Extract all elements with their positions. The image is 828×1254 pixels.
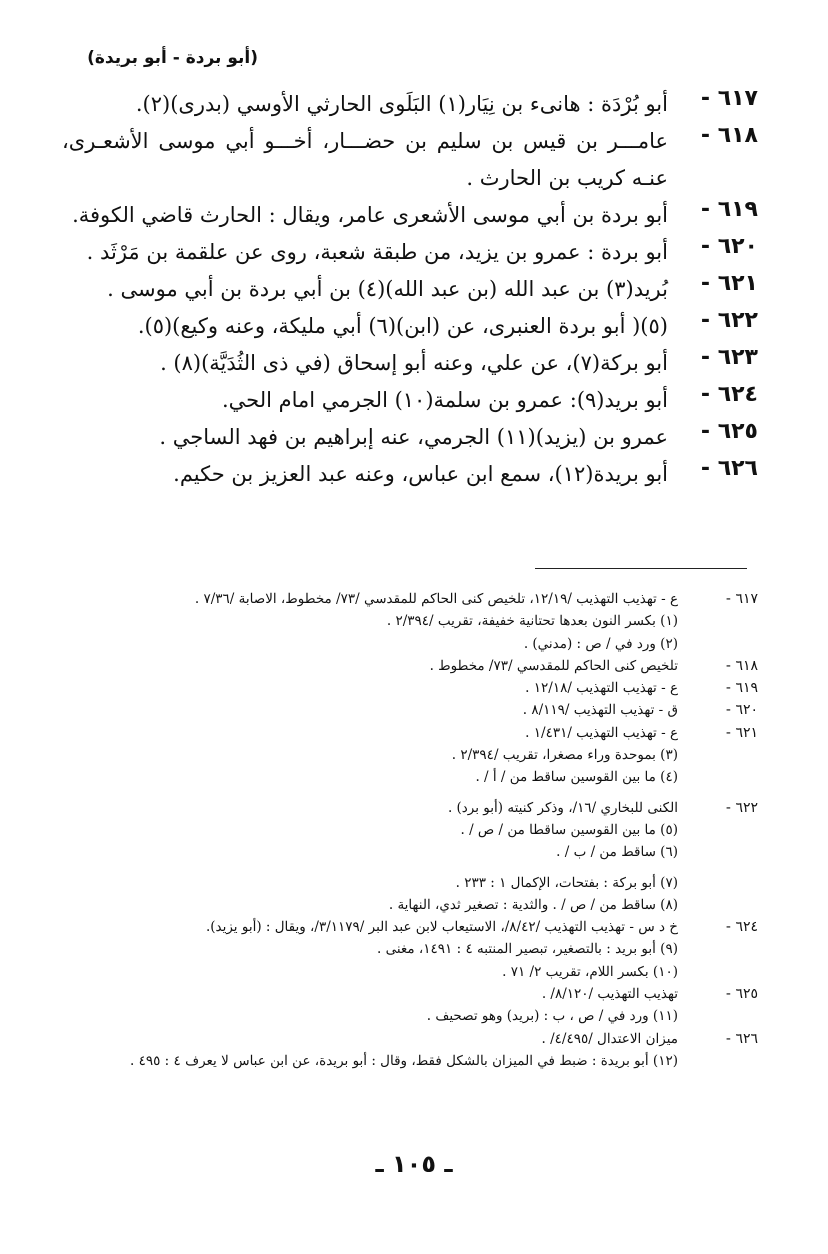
footnote-text: (١) بكسر النون بعدها تحتانية خفيفة، تقريب /٢/٣٩٤ . [386, 613, 678, 630]
footnote-text: ق - تهذيب التهذيب /٨/١١٩ . [522, 702, 678, 719]
entry-number: ٦٢٠ - [700, 234, 758, 259]
entry-text: أبو بريد(٩): عمرو بن سلمة(١٠) الجرمي امام الحي. [221, 388, 668, 412]
entry-text: (٥)( أبو بردة العنبرى، عن (ابن)(٦) أبي مليكة، وعنه وكيع)(٥). [137, 314, 668, 338]
footnote-number: ٦٢٦ - [725, 1030, 758, 1047]
entry-617 [58, 86, 758, 123]
entry-number: ٦٢٤ - [700, 382, 758, 407]
footnote [38, 983, 758, 1005]
entry-619 [58, 197, 758, 234]
footnote [38, 872, 758, 894]
running-head: (أبو بردة - أبو بريدة) [87, 48, 258, 68]
entry-text: أبو بردة : عمرو بن يزيد، من طبقة شعبة، روى عن علقمة بن مَرْثَد . [86, 240, 668, 264]
footnote [38, 819, 758, 841]
footnote [38, 938, 758, 960]
entry-text: بُريد(٣) بن عبد الله (بن عبد الله)(٤) بن أبي بردة بن أبي موسى . [107, 277, 668, 301]
entry-number: ٦٢٥ - [700, 419, 758, 444]
footnote [38, 766, 758, 788]
entries-list [58, 86, 758, 493]
footnote-text: (٩) أبو بريد : بالتصغير، تبصير المنتبه ٤ : ١٤٩١، مغنى . [376, 941, 678, 958]
footnote [38, 894, 758, 916]
footnote [38, 841, 758, 863]
footnote-number: ٦٢٤ - [725, 919, 758, 936]
footnote-text: (٥) ما بين القوسين ساقطا من / ص / . [460, 821, 678, 838]
footnote [38, 655, 758, 677]
footnote-text: (٣) بموحدة وراء مصغرا، تقريب /٢/٣٩٤ . [451, 747, 678, 764]
footnote [38, 677, 758, 699]
footnote-text: (٧) أبو بركة : بفتحات، الإكمال ١ : ٢٣٣ . [455, 874, 678, 891]
footnote [38, 588, 758, 610]
footnote-number: ٦١٨ - [725, 657, 758, 674]
footnote [38, 633, 758, 655]
footnote-number: ٦١٩ - [725, 680, 758, 697]
footnote-text: (٢) ورد في / ص : (مدني) . [523, 635, 678, 652]
entry-618 [58, 123, 758, 197]
footnote-text: (٦) ساقط من / ب / . [556, 844, 678, 861]
footnote [38, 744, 758, 766]
footnote-number: ٦٢٠ - [725, 702, 758, 719]
footnote-number: ٦٢٥ - [725, 986, 758, 1003]
footnote [38, 1005, 758, 1027]
footnote-text: ميزان الاعتدال /٤/٤٩٥/ . [541, 1030, 678, 1047]
entry-text: أبو بركة(٧)، عن علي، وعنه أبو إسحاق (في ذى الثُدَيَّة)(٨) . [160, 351, 668, 375]
footnote-number: ٦٢١ - [725, 724, 758, 741]
footnote [38, 610, 758, 632]
footnote [38, 699, 758, 721]
footnote-text: الكنى للبخاري /١٦/، وذكر كنيته (أبو برد) . [447, 799, 678, 816]
entry-number: ٦٢٣ - [700, 345, 758, 370]
footnote [38, 797, 758, 819]
footnote-text: (١١) ورد في / ص ، ب : (بريد) وهو تصحيف . [426, 1008, 678, 1025]
footnotes-list [38, 588, 758, 1072]
entry-number: ٦١٧ - [700, 86, 758, 111]
entry-624 [58, 382, 758, 419]
footnote-text: ع - تهذيب التهذيب /١٢/١٨ . [525, 680, 678, 697]
footnote-text: ع - تهذيب التهذيب /١٢/١٩، تلخيص كنى الحاكم للمقدسي /٧٣/ مخطوط، الاصابة /٧/٣٦ . [194, 591, 678, 607]
entry-number: ٦٢١ - [700, 271, 758, 296]
footnote [38, 1050, 758, 1072]
entry-625 [58, 419, 758, 456]
footnote-text: (٤) ما بين القوسين ساقط من / أ / . [475, 769, 678, 786]
entry-text: أبو بريدة(١٢)، سمع ابن عباس، وعنه عبد العزيز بن حكيم. [173, 462, 668, 486]
entry-text: أبو بردة بن أبي موسى الأشعرى عامر، ويقال : الحارث قاضي الكوفة. [72, 203, 668, 227]
entry-number: ٦٢٢ - [700, 308, 758, 333]
footnote [38, 916, 758, 938]
footnote-text: تلخيص كنى الحاكم للمقدسي /٧٣/ مخطوط . [429, 657, 678, 674]
footnote-text: (١٠) بكسر اللام، تقريب ٢/ ٧١ . [502, 963, 678, 980]
footnote-text: تهذيب التهذيب /٨/١٢٠/ . [541, 986, 678, 1003]
footnote-text: (٨) ساقط من / ص / . والثدية : تصغير ثدي، النهاية . [388, 896, 678, 913]
page-number: ـ ١٠٥ ـ [375, 1150, 453, 1178]
footnote [38, 722, 758, 744]
entry-number: ٦٢٦ - [700, 456, 758, 481]
footnote-text: خ د س - تهذيب التهذيب /٨/٤٢/، الاستيعاب لابن عبد البر /٣/١١٧٩/، ويقال : (أبو يزيد). [205, 919, 678, 936]
entry-621 [58, 271, 758, 308]
entry-622 [58, 308, 758, 345]
footnote-divider [535, 568, 747, 569]
entry-number: ٦١٩ - [700, 197, 758, 222]
entry-text: أبو بُرْدَة : هانىء بن نِيَار(١) البَلَوى الحارثي الأوسي (بدرى)(٢). [135, 92, 668, 116]
footnote [38, 961, 758, 983]
footnote [38, 1028, 758, 1050]
entry-number: ٦١٨ - [700, 123, 758, 148]
footnote-number: ٦٢٢ - [725, 799, 758, 816]
footnote-text: ع - تهذيب التهذيب /١/٤٣١ . [525, 724, 678, 741]
entry-626 [58, 456, 758, 493]
footnote-number: ٦١٧ - [725, 591, 758, 607]
footnote-text: (١٢) أبو بريدة : ضبط في الميزان بالشكل فقط، وقال : أبو بريدة، عن ابن عباس لا يعرف ٤ : ٤٩٥ . [130, 1052, 678, 1069]
entry-text: عمرو بن (يزيد)(١١) الجرمي، عنه إبراهيم بن فهد الساجي . [159, 425, 668, 449]
entry-620 [58, 234, 758, 271]
entry-623 [58, 345, 758, 382]
entry-text: عامـــر بن قيس بن سليم بن حضـــار، أخـــو أبي موسى الأشعـرى، عنـه كريب بن الحارث . [62, 129, 668, 190]
